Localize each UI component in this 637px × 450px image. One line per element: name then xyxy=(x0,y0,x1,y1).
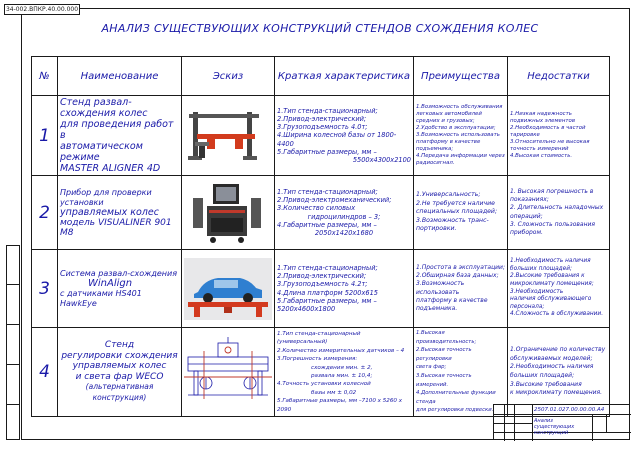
header-pros: Преимущества xyxy=(414,57,508,96)
row-name: Стенд регулировки схождения управляемых колес и света фар WECO (альтернативная конструкция) xyxy=(58,328,182,417)
table-row xyxy=(32,250,610,328)
row-pros: 1.Простота в эксплуатации; 2.Обширная база данных; 3.Возможность использовать платформу в качестве подъемника. xyxy=(414,250,508,328)
row-number: 3 xyxy=(32,250,58,328)
title-block-code: 2507.01.027.00.00.00.А4 xyxy=(534,407,605,413)
row-name: Система развал-схождения WinAlign с датчиками HS401 HawkEye xyxy=(58,250,182,328)
header-num: № xyxy=(32,57,58,96)
header-desc: Краткая характеристика xyxy=(275,57,414,96)
binding-strip xyxy=(6,245,20,440)
weco-stand-drawing-icon xyxy=(182,328,275,417)
row-number: 2 xyxy=(32,176,58,250)
row-cons: 1.Низкая надежность подвижных элементов 2.Необходимость в частой тарировке 3.Относительно не высокая точность измерений 4.Высокая стоимость. xyxy=(508,96,610,176)
row-description: 1.Тип стенда-стационарный; 2.Привод-электрический; 3.Грузоподъемность 4.2т; 4.Длина платформ 5200х615 5.Габаритные размеры, мм – 5200х4600х1800 xyxy=(275,250,414,328)
car-on-platform-sketch-icon xyxy=(182,250,275,328)
row-pros: 1.Возможность обслуживания легковых автомобилей средних и грузовых; 2.Удобство в эксплуатации; 3.Возможность использовать платформу в качестве подъемника; 4.Передача информации через радиосигнал. xyxy=(414,96,508,176)
row-cons: 1. Высокая погрешность в показаниях; 2. Длительность наладочных операций; 3. Сложность пользования прибором. xyxy=(508,176,610,250)
table-header-row xyxy=(32,57,610,96)
row-name: Стенд развал-схождения колес для проведения работ в автоматическом режиме MASTER ALIGNER 4D xyxy=(58,96,182,176)
lift-with-aligner-sketch-icon xyxy=(182,96,275,176)
stamp-code: 34-002.ВПКР.40.00.000 xyxy=(5,6,79,13)
row-cons: 1.Необходимость наличия больших площадей; 2.Высокие требования к микроклимату помещения; 3.Необходимость наличия обслуживающего персонала; 4.Сложность в обслуживании. xyxy=(508,250,610,328)
row-name: Прибор для проверки установки управляемых колес модель VISUALINER 901 М8 xyxy=(58,176,182,250)
header-cons: Недостатки xyxy=(508,57,610,96)
header-sketch: Эскиз xyxy=(182,57,275,96)
row-number: 1 xyxy=(32,96,58,176)
title-block xyxy=(493,404,630,440)
table-row xyxy=(32,176,610,250)
console-stand-sketch-icon xyxy=(182,176,275,250)
header-name: Наименование xyxy=(58,57,182,96)
page-title: АНАЛИЗ СУЩЕСТВУЮЩИХ КОНСТРУКЦИЙ СТЕНДОВ СХОЖДЕНИЯ КОЛЕС xyxy=(101,22,539,35)
title-block-name: Анализ существующих конструкций xyxy=(534,418,575,436)
table-row xyxy=(32,96,610,176)
row-description: 1.Тип стенда-стационарный; 2.Привод-электрический; 3.Грузоподъемность 4.0т; 4.Ширина колесной базы от 1800-4400 5.Габаритные размеры, мм – 5500х4300х2100 xyxy=(275,96,414,176)
row-pros: 1.Высокая производительность; 2.Высокая точность регулировки света фар; 3.Высокая точность измерений. 4.Дополнительные функции стенда для регулировки подвески. xyxy=(414,328,508,417)
row-number: 4 xyxy=(32,328,58,417)
row-description: 1.Тип стенда-стационарный (универсальный) 2.Количество измерительных датчиков – 4 3.Погрешность измерения: схождения мин. ± 2, развала мин. ± 10,4; 4.Точность установки колесной базы мм ± 0,02 5.Габаритные размеры, мм –7100 х 5260 х 2090 xyxy=(275,328,414,417)
comparison-table xyxy=(31,56,610,417)
row-cons: 1.Ограничение по количеству обслуживаемых моделей; 2.Необходимость наличия больших площадей; 3.Высокие требования к микроклимату помещения. xyxy=(508,328,610,417)
row-pros: 1.Универсальность; 2.Не требуется наличие специальных площадей; 3.Возможность транс- портировки. xyxy=(414,176,508,250)
row-description: 1.Тип стенда-стационарный; 2.Привод-электромеханический; 3.Количество силовых гидроцилиндров – 3; 4.Габаритные размеры, мм – 2050х1420х1680 xyxy=(275,176,414,250)
